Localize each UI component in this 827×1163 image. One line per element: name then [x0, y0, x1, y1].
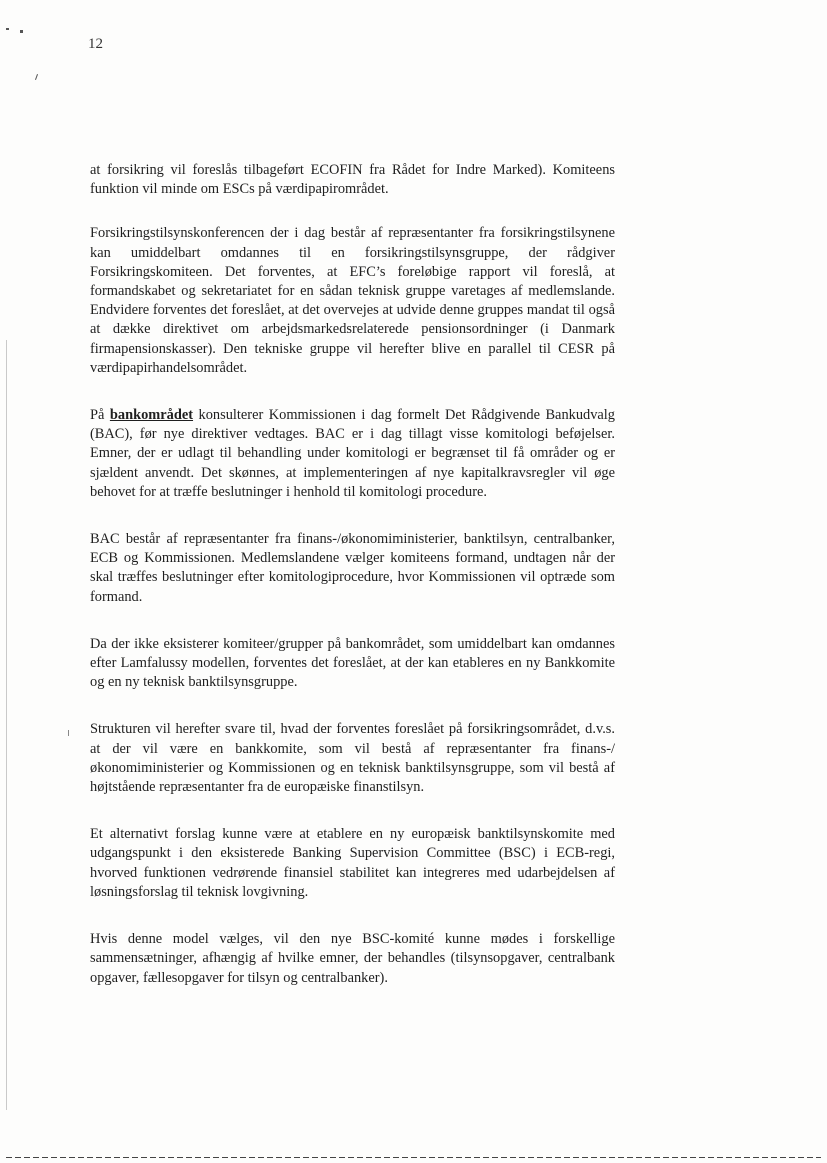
document-body — [90, 161, 615, 988]
scan-mark-margin — [68, 730, 69, 736]
scan-mark-top-left — [6, 28, 9, 30]
paragraph-8: Hvis denne model vælges, vil den nye BSC-komité kunne mødes i forskellige sammensætninger, afhængig af hvilke emner, der behandles (tilsynsopgaver, centralbank opgaver, fællesopgaver for tilsyn og centralbanker). — [90, 931, 615, 986]
emphasis-bankomraadet: bankområdet — [109, 407, 194, 424]
scan-left-edge — [6, 340, 7, 1110]
page-number: 12 — [88, 36, 103, 52]
paragraph-5: Da der ikke eksisterer komiteer/grupper på bankområdet, som umiddelbart kan omdannes efter Lamfalussy modellen, forventes det foreslået, at der kan etableres en ny Bankkomite og en ny teknisk banktilsynsgruppe. — [90, 635, 615, 691]
scan-mark-top-left-dot — [20, 30, 23, 33]
paragraph-3-text: konsulterer Kommissionen i dag formelt Det Rådgivende Bankudvalg (BAC), før nye direktiver vedtages. BAC er i dag tillagt visse komitologi beføjelser. Emner, der er udlagt til behandling under komitologi er begrænset til få områder og er sjældent anvendt. Det skønnes, at implementeringen af nye kapitalkravsregler vil øge behovet for at træffe beslutninger i henhold til komitologi procedure. — [90, 407, 615, 500]
paragraph-4: BAC består af repræsentanter fra finans-/økonomiministerier, banktilsyn, centralbanker, ECB og Kommissionen. Medlemslandene vælger komiteens formand, undtagen når der skal træffes beslutninger efter komitologiprocedure, hvor Kommissionen vil optræde som formand. — [90, 531, 615, 605]
paragraph-2: Forsikringstilsynskonferencen der i dag består af repræsentanter fra forsikringstilsynene kan umiddelbart omdannes til en forsikringstilsynsgruppe, der rådgiver Forsikringskomiteen. Det forventes, at EFC’s foreløbige rapport vil foreslå, at formandskabet og sekretariatet for en sådan teknisk gruppe varetages af medlemslande. Endvidere forventes det foreslået, at det overvejes at udvide denne gruppes mandat til også at dække direktivet om arbejdsmarkedsrelaterede pensionsordninger (i Danmark firmapensionskasser). Den tekniske gruppe vil herefter blive en parallel til CESR på værdipapirhandelsområdet. — [90, 225, 615, 376]
paragraph-6: Strukturen vil herefter svare til, hvad der forventes foreslået på forsikringsområdet, d.v.s. at der vil være en bankkomite, som vil bestå af repræsentanter fra finans-/økonomiministerier og Kommissionen og en teknisk banktilsynsgruppe, som vil bestå af højtstående repræsentanter fra de europæiske finanstilsyn. — [90, 721, 615, 796]
paragraph-3-prefix: På — [90, 407, 110, 424]
paragraph-1: at forsikring vil foreslås tilbageført ECOFIN fra Rådet for Indre Marked). Komiteens funktion vil minde om ESCs på værdipapirområdet. — [90, 162, 615, 198]
bottom-scan-rule — [6, 1157, 821, 1158]
scan-mark-slash — [35, 74, 38, 80]
paragraph-7: Et alternativt forslag kunne være at etablere en ny europæisk banktilsynskomite med udgangspunkt i den eksisterede Banking Supervision Committee (BSC) i ECB-regi, hvorved funktionen vedrørende finansiel stabilitet kan integreres med udarbejdelsen af løsningsforslag til teknisk lovgivning. — [90, 826, 615, 900]
paragraph-3 — [90, 406, 615, 502]
